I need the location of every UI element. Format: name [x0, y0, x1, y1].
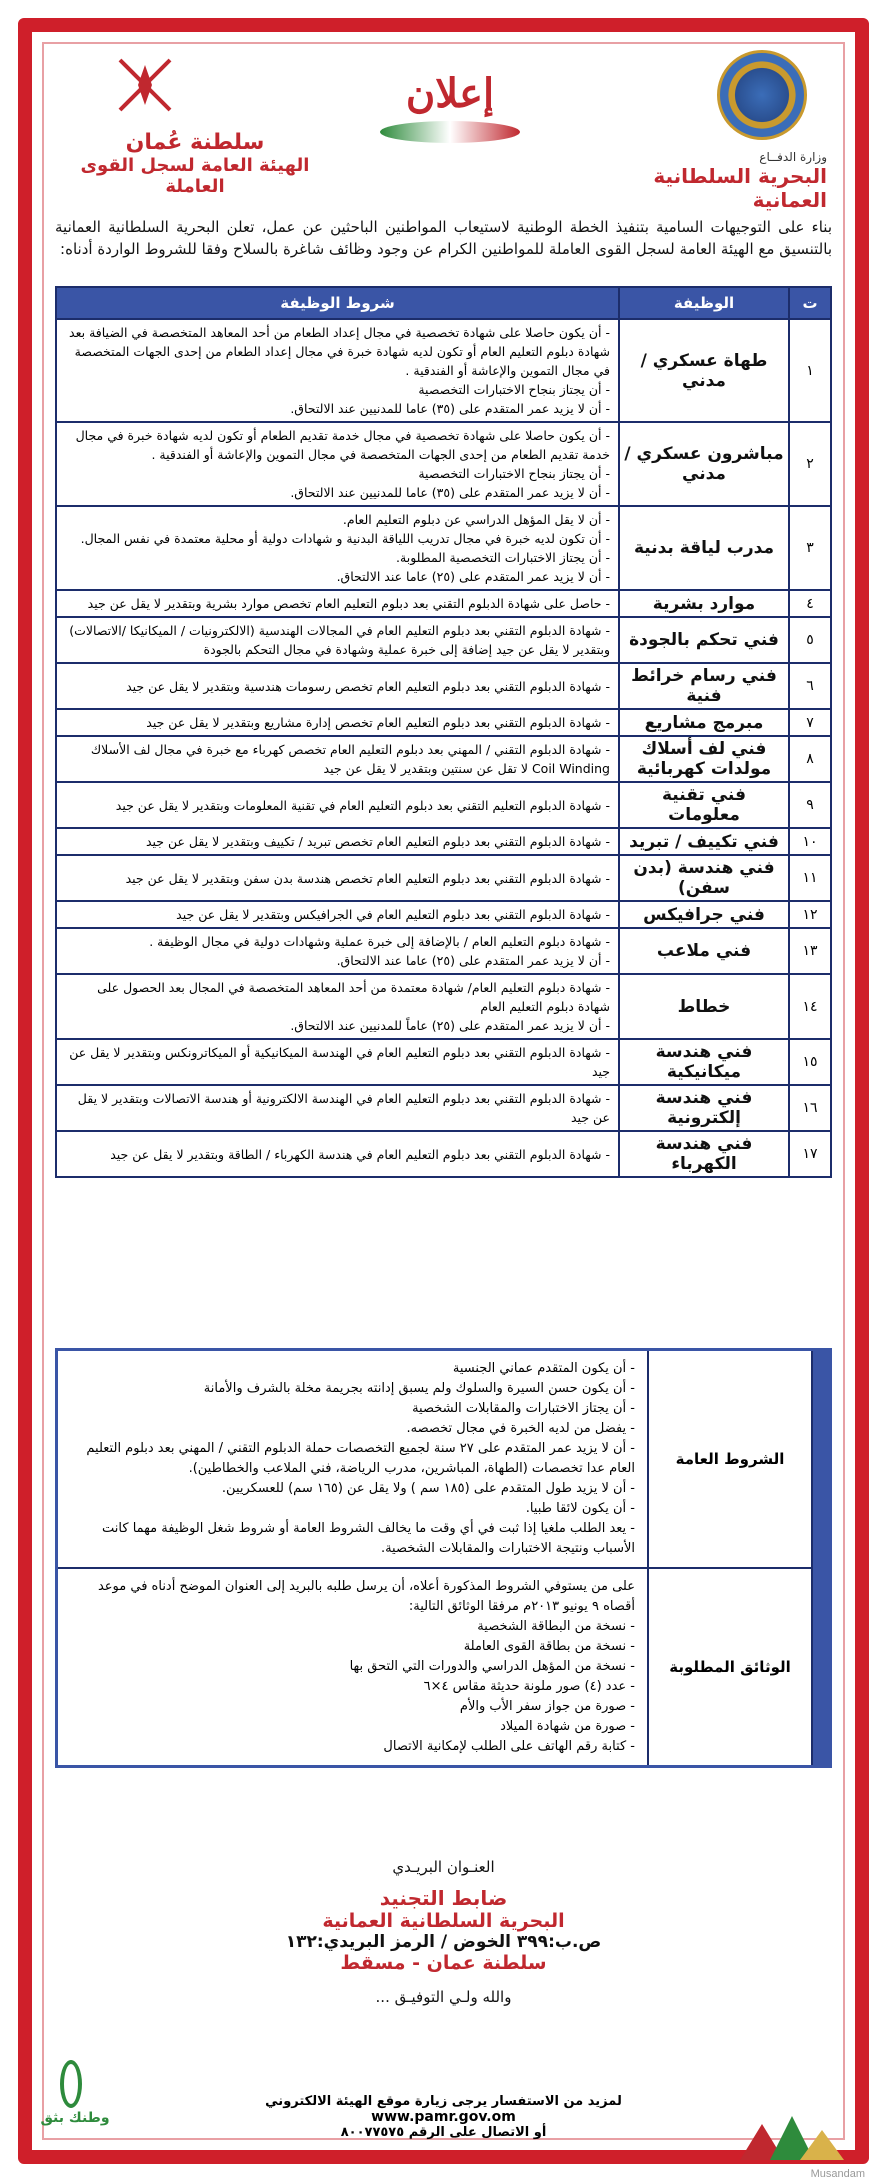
- table-row: [56, 855, 831, 901]
- list-item: - أن لا يزيد طول المتقدم على (١٨٥ سم ) ولا يقل عن (١٦٥ سم) للعسكريين.: [221, 1481, 635, 1496]
- table-row: [56, 422, 831, 506]
- table-row: [56, 1039, 831, 1085]
- watanak-logo-icon: [40, 2060, 110, 2140]
- row-number: ٦: [789, 663, 831, 709]
- announcement-title: إعلان: [405, 70, 495, 117]
- condition-line: - أن يكون حاصلا على شهادة تخصصية في مجال خدمة تقديم الطعام أو تكون لديه شهادة خبرة في مجال خدمة تقديم الطعام من إحدى الجهات المتخصصة في مجال التموين والإعاشة أو الفندقية .: [75, 428, 610, 462]
- recruitment-officer: ضابط التجنيد: [379, 1886, 508, 1910]
- job-conditions: [56, 736, 619, 782]
- condition-line: - شهادة الدبلوم التقني بعد دبلوم التعليم العام في الهندسة الميكانيكية أو الميكاترونكس وبتقدير لا يقل عن جيد: [69, 1045, 610, 1079]
- closing-text: والله ولـي التوفيـق ...: [375, 1988, 512, 2006]
- job-title: فني لف أسلاك مولدات كهربائية: [619, 736, 789, 782]
- condition-line: - شهادة دبلوم التعليم العام / بالإضافة إلى خبرة عملية وشهادات دولية في مجال الوظيفة .: [149, 934, 610, 949]
- condition-line: - شهادة الدبلوم التقني بعد دبلوم التعليم العام في المجالات الهندسية (الالكترونيات / الميكانيكا /الاتصالات) وبتقدير لا يقل عن جيد إضافة إلى خبرة عملية وشهادة في مجال التحكم بالجودة: [69, 623, 610, 657]
- intro-text: بناء على التوجيهات السامية بتنفيذ الخطة الوطنية لاستيعاب المواطنين الباحثين عن عمل، تعلن البحرية السلطانية العمانية بالتنسيق مع الهيئة العامة لسجل القوى العاملة للمواطنين الكرام عن وجود وظائف شاغرة بالسلاح وفقا للشروط الواردة أدناه:: [55, 218, 832, 258]
- row-number: ٩: [789, 782, 831, 828]
- row-number: ٨: [789, 736, 831, 782]
- address-org: البحرية السلطانية العمانية: [322, 1910, 565, 1932]
- condition-line: - أن لا يقل المؤهل الدراسي عن دبلوم التعليم العام.: [342, 512, 610, 527]
- table-row: [56, 663, 831, 709]
- job-conditions: [56, 855, 619, 901]
- list-item: - أن يكون لائقا طبيا.: [525, 1501, 635, 1516]
- job-conditions: [56, 974, 619, 1039]
- condition-line: - حاصل على شهادة الدبلوم التقني بعد دبلوم التعليم العام تخصص موارد بشرية وبتقدير لا يقل عن جيد: [87, 596, 610, 611]
- condition-line: - شهادة الدبلوم التقني بعد دبلوم التعليم العام تخصص رسومات هندسية وبتقدير لا يقل عن جيد: [126, 678, 610, 694]
- condition-line: - أن يجتاز الاختبارات التخصصية المطلوبة.: [396, 550, 610, 565]
- row-number: ١٢: [789, 901, 831, 928]
- row-number: ٥: [789, 617, 831, 663]
- conditions-table: [55, 1348, 832, 1768]
- job-title: فني تحكم بالجودة: [619, 617, 789, 663]
- footer-inquiry: لمزيد من الاستفسار يرجى زيارة موقع الهيئة الالكتروني: [265, 2094, 622, 2109]
- col-job: الوظيفة: [619, 287, 789, 319]
- list-item: - عدد (٤) صور ملونة حديثة مقاس ٤×٦: [423, 1679, 635, 1694]
- manpower-authority: [70, 130, 320, 197]
- leaf-icon: [60, 2060, 82, 2108]
- swoosh-icon: [380, 121, 520, 143]
- row-number: ١٦: [789, 1085, 831, 1131]
- ministry-name: وزارة الدفــاع: [759, 150, 827, 164]
- job-title: فني هندسة الكهرباء: [619, 1131, 789, 1177]
- condition-line: - أن لا يزيد عمر المتقدم على (٢٥) عاماً للمدنيين عند الالتحاق.: [290, 1018, 610, 1033]
- general-row: [57, 1350, 831, 1569]
- job-conditions: [56, 828, 619, 855]
- side-bar: [812, 1350, 831, 1569]
- footer: [200, 2094, 687, 2140]
- logo-text: وطنك بثق: [40, 2110, 110, 2126]
- table-header-row: [56, 287, 831, 319]
- table-row: [56, 736, 831, 782]
- condition-line: - شهادة الدبلوم التقني بعد دبلوم التعليم العام تخصص هندسة بدن سفن وبتقدير لا يقل عن جيد: [125, 870, 610, 886]
- job-title: فني جرافيكس: [619, 901, 789, 928]
- table-row: [56, 828, 831, 855]
- oman-emblem-icon: [110, 50, 180, 120]
- list-item: - نسخة من بطاقة القوى العاملة: [463, 1639, 635, 1654]
- documents-items: [70, 1617, 635, 1757]
- documents-list: [57, 1568, 649, 1767]
- job-title: فني هندسة ميكانيكية: [619, 1039, 789, 1085]
- row-number: ١٤: [789, 974, 831, 1039]
- row-number: ٢: [789, 422, 831, 506]
- list-item: - أن يكون حسن السيرة والسلوك ولم يسبق إدانته بجريمة مخلة بالشرف والأمانة: [203, 1381, 635, 1396]
- jobs-table: [55, 286, 832, 1178]
- job-title: مبرمج مشاريع: [619, 709, 789, 736]
- table-row: [56, 506, 831, 590]
- list-item: - يعد الطلب ملغيا إذا ثبت في أي وقت ما يخالف الشروط العامة أو شروط شغل الوظيفة مهما كانت الأسباب ونتيجة الاختبارات والمقابلات الشخصية.: [102, 1521, 635, 1556]
- condition-line: - شهادة الدبلوم التعليم التقني بعد دبلوم التعليم العام في تقنية المعلومات وبتقدير لا يقل عن جيد: [115, 797, 610, 813]
- job-title: فني هندسة إلكترونية: [619, 1085, 789, 1131]
- table-row: [56, 901, 831, 928]
- pyramid-decoration-icon: [740, 2110, 850, 2160]
- job-title: طهاة عسكري / مدني: [619, 319, 789, 422]
- job-conditions: [56, 319, 619, 422]
- list-item: - نسخة من البطاقة الشخصية: [477, 1619, 635, 1634]
- table-row: [56, 974, 831, 1039]
- table-row: [56, 782, 831, 828]
- job-title: فني رسام خرائط فنية: [619, 663, 789, 709]
- postal-address: [200, 1858, 687, 2006]
- sultanate-name: سلطنة عُمان: [125, 130, 265, 155]
- list-item: - يفضل من لديه الخبرة في مجال تخصصه.: [406, 1421, 635, 1436]
- navy-name: البحرية السلطانية العمانية: [653, 164, 827, 212]
- header: [50, 40, 837, 210]
- condition-line: - شهادة الدبلوم التقني / المهني بعد دبلوم التعليم العام تخصص كهرباء مع خبرة في مجال لف الأسلاك Coil Winding لا تقل عن سنتين وبتقدير لا يقل عن جيد: [90, 742, 610, 776]
- documents-label: الوثائق المطلوبة: [648, 1568, 812, 1767]
- table-row: [56, 617, 831, 663]
- documents-row: [57, 1568, 831, 1767]
- table-row: [56, 319, 831, 422]
- ministry-block: [607, 150, 827, 212]
- job-conditions: [56, 422, 619, 506]
- job-conditions: [56, 1085, 619, 1131]
- col-cond: شروط الوظيفة: [56, 287, 619, 319]
- row-number: ١٥: [789, 1039, 831, 1085]
- job-conditions: [56, 901, 619, 928]
- col-num: ت: [789, 287, 831, 319]
- condition-line: - شهادة الدبلوم التقني بعد دبلوم التعليم العام في هندسة الكهرباء / الطاقة وبتقدير لا يقل عن جيد: [110, 1146, 610, 1162]
- job-conditions: [56, 928, 619, 974]
- condition-line: - شهادة الدبلوم التقني بعد دبلوم التعليم العام في الهندسة الالكترونية أو هندسة الاتصالات وبتقدير لا يقل عن جيد: [77, 1091, 610, 1125]
- announcement: [380, 70, 520, 143]
- job-conditions: [56, 782, 619, 828]
- jobs-body: [56, 319, 831, 1177]
- job-title: مباشرون عسكري / مدني: [619, 422, 789, 506]
- po-box: ص.ب:٣٩٩ الخوض / الرمز البريدي:١٣٢: [285, 1932, 602, 1952]
- condition-line: - شهادة الدبلوم التقني بعد دبلوم التعليم العام في الجرافيكس وبتقدير لا يقل عن جيد: [176, 907, 610, 922]
- condition-line: - أن لا يزيد عمر المتقدم على (٣٥) عاما للمدنيين عند الالتحاق.: [290, 485, 610, 500]
- row-number: ١٠: [789, 828, 831, 855]
- condition-line: - أن يجتاز بنجاح الاختبارات التخصصية: [418, 466, 610, 481]
- condition-line: - شهادة دبلوم التعليم العام/ شهادة معتمدة من أحد المعاهد المتخصصة في المجال بعد الحصول على شهادة دبلوم التعليم العام: [97, 980, 610, 1014]
- table-row: [56, 709, 831, 736]
- row-number: ١٧: [789, 1131, 831, 1177]
- job-title: فني تقنية معلومات: [619, 782, 789, 828]
- condition-line: - أن لا يزيد عمر المتقدم على (٢٥) عاما عند الالتحاق.: [336, 569, 610, 584]
- general-label: الشروط العامة: [648, 1350, 812, 1569]
- footer-url[interactable]: www.pamr.gov.om: [371, 2109, 516, 2125]
- condition-line: - شهادة الدبلوم التقني بعد دبلوم التعليم العام تخصص تبريد / تكييف وبتقدير لا يقل عن جيد: [145, 834, 610, 849]
- list-item: - أن يكون المتقدم عماني الجنسية: [452, 1361, 635, 1376]
- manpower-name: الهيئة العامة لسجل القوى العاملة: [80, 155, 310, 197]
- watermark: Musandam: [810, 2168, 865, 2180]
- condition-line: - أن يكون حاصلا على شهادة تخصصية في مجال إعداد الطعام من أحد المعاهد المتخصصة في الضيافة بعد شهادة دبلوم التعليم العام أو تكون لديه شهادة خبرة في مجال إعداد الطعام من إحدى الجهات المتخصصة في مجال التموين والإعاشة أو الفندقية .: [69, 325, 610, 378]
- row-number: ١: [789, 319, 831, 422]
- list-item: - أن يجتاز الاختبارات والمقابلات الشخصية: [412, 1401, 635, 1416]
- list-item: - صورة من جواز سفر الأب والأم: [459, 1699, 635, 1714]
- job-title: مدرب لياقة بدنية: [619, 506, 789, 590]
- job-conditions: [56, 506, 619, 590]
- table-row: [56, 1131, 831, 1177]
- list-item: - كتابة رقم الهاتف على الطلب لإمكانية الاتصال: [383, 1739, 635, 1754]
- condition-line: - أن لا يزيد عمر المتقدم على (٢٥) عاما عند الالتحاق.: [336, 953, 610, 968]
- general-conditions: [57, 1350, 649, 1569]
- job-conditions: [56, 590, 619, 617]
- row-number: ١٣: [789, 928, 831, 974]
- triangle-gold: [800, 2130, 844, 2160]
- address-city: سلطنة عمان - مسقط: [340, 1952, 547, 1974]
- job-title: موارد بشرية: [619, 590, 789, 617]
- side-bar: [812, 1568, 831, 1767]
- table-row: [56, 1085, 831, 1131]
- job-title: خطاط: [619, 974, 789, 1039]
- row-number: ١١: [789, 855, 831, 901]
- condition-line: - أن تكون لديه خبرة في مجال تدريب اللياقة البدنية و شهادات دولية أو محلية معتمدة في نفس المجال.: [80, 531, 610, 546]
- row-number: ٣: [789, 506, 831, 590]
- job-title: فني ملاعب: [619, 928, 789, 974]
- condition-line: - أن يجتاز بنجاح الاختبارات التخصصية: [418, 382, 610, 397]
- table-row: [56, 590, 831, 617]
- job-conditions: [56, 617, 619, 663]
- navy-emblem-icon: [717, 50, 807, 140]
- job-conditions: [56, 1039, 619, 1085]
- footer-phone: أو الاتصال على الرقم ٨٠٠٧٧٥٧٥: [340, 2125, 547, 2140]
- job-conditions: [56, 709, 619, 736]
- condition-line: - أن لا يزيد عمر المتقدم على (٣٥) عاما للمدنيين عند الالتحاق.: [290, 401, 610, 416]
- list-item: - نسخة من المؤهل الدراسي والدورات التي التحق بها: [349, 1659, 635, 1674]
- list-item: - صورة من شهادة الميلاد: [500, 1719, 635, 1734]
- job-conditions: [56, 1131, 619, 1177]
- job-title: فني تكييف / تبريد: [619, 828, 789, 855]
- address-label: العنـوان البريـدي: [392, 1858, 495, 1876]
- table-row: [56, 928, 831, 974]
- list-item: - أن لا يزيد عمر المتقدم على ٢٧ سنة لجميع التخصصات حملة الدبلوم التقني / المهني بعد دبلوم التعليم العام عدا تخصصات (الطهاة، المباشرين، مدرب الرياضة، فني الملاعب والخطاطين).: [86, 1441, 635, 1476]
- row-number: ٧: [789, 709, 831, 736]
- job-title: فني هندسة (بدن سفن): [619, 855, 789, 901]
- row-number: ٤: [789, 590, 831, 617]
- condition-line: - شهادة الدبلوم التقني بعد دبلوم التعليم العام تخصص إدارة مشاريع وبتقدير لا يقل عن جيد: [146, 715, 610, 730]
- documents-intro: على من يستوفي الشروط المذكورة أعلاه، أن يرسل طلبه بالبريد إلى العنوان الموضح أدناه في موعد أقصاه ٩ يونيو ٢٠١٣م مرفقا الوثائق التالية:: [97, 1579, 635, 1614]
- job-conditions: [56, 663, 619, 709]
